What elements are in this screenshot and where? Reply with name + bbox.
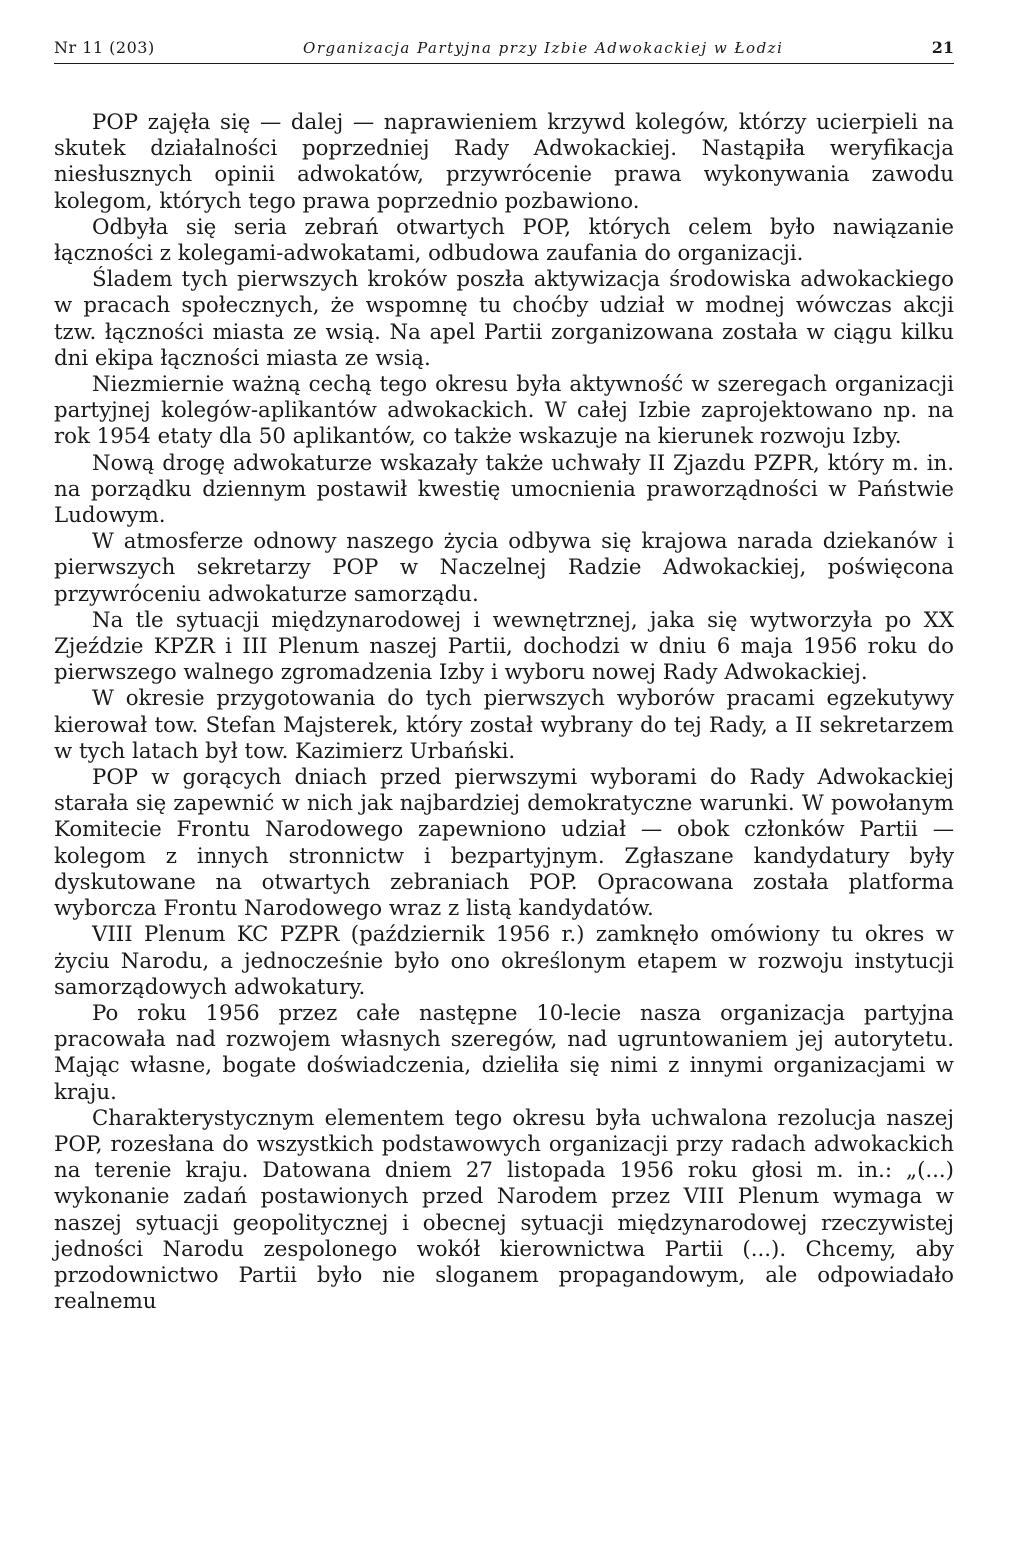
paragraph: W okresie przygotowania do tych pierwszych wyborów pracami egzekutywy kierował tow. Stefan Majsterek, który został wybrany do tej Rady, a II sekretarzem w tych latach był tow. Kazimierz Urbański. — [54, 686, 954, 764]
paragraph: Niezmiernie ważną cechą tego okresu była aktywność w szeregach organizacji partyjnej kolegów-aplikantów adwokackich. W całej Izbie zaprojektowano np. na rok 1954 etaty dla 50 aplikantów, co także wskazuje na kierunek rozwoju Izby. — [54, 372, 954, 450]
paragraph: Po roku 1956 przez całe następne 10-lecie nasza organizacja partyjna pracowała nad rozwojem własnych szeregów, nad ugruntowaniem jej autorytetu. Mając własne, bogate doświadczenia, dzieliła się nimi z innymi organizacjami w kraju. — [54, 1000, 954, 1105]
document-page — [54, 38, 954, 1315]
paragraph: W atmosferze odnowy naszego życia odbywa się krajowa narada dziekanów i pierwszych sekretarzy POP w Naczelnej Radzie Adwokackiej, poświęcona przywróceniu adwokaturze samorządu. — [54, 529, 954, 607]
paragraph: Odbyła się seria zebrań otwartych POP, których celem było nawiązanie łączności z kolegami-adwokatami, odbudowa zaufania do organizacji. — [54, 214, 954, 267]
issue-number: Nr 11 (203) — [54, 38, 155, 57]
page-header — [54, 38, 954, 64]
article-body — [54, 110, 954, 1315]
paragraph: POP zajęła się — dalej — naprawieniem krzywd kolegów, którzy ucierpieli na skutek działalności poprzedniej Rady Adwokackiej. Nastąpiła weryfikacja niesłusznych opinii adwokatów, przywrócenie prawa wykonywania zawodu kolegom, których tego prawa poprzednio pozbawiono. — [54, 110, 954, 214]
paragraph: POP w gorących dniach przed pierwszymi wyborami do Rady Adwokackiej starała się zapewnić w nich jak najbardziej demokratyczne warunki. W powołanym Komitecie Frontu Narodowego zapewniono udział — obok członków Partii — kolegom z innych stronnictw i bezpartyjnym. Zgłaszane kandydatury były dyskutowane na otwartych zebraniach POP. Opracowana została platforma wyborcza Frontu Narodowego wraz z listą kandydatów. — [54, 765, 954, 922]
paragraph: VIII Plenum KC PZPR (październik 1956 r.) zamknęło omówiony tu okres w życiu Narodu, a jednocześnie było ono określonym etapem w rozwoju instytucji samorządowych adwokatury. — [54, 922, 954, 1000]
paragraph: Charakterystycznym elementem tego okresu była uchwalona rezolucja naszej POP, rozesłana do wszystkich podstawowych organizacji przy radach adwokackich na terenie kraju. Datowana dniem 27 listopada 1956 roku głosi m. in.: „(...) wykonanie zadań postawionych przed Narodem przez VIII Plenum wymaga w naszej sytuacji geopolitycznej i obecnej sytuacji międzynarodowej rzeczywistej jedności Narodu zespolonego wokół kierownictwa Partii (...). Chcemy, aby przodownictwo Partii było nie sloganem propagandowym, ale odpowiadało realnemu — [54, 1105, 954, 1315]
running-title: Organizacja Partyjna przy Izbie Adwokackiej w Łodzi — [303, 39, 784, 57]
paragraph: Śladem tych pierwszych kroków poszła aktywizacja środowiska adwokackiego w pracach społecznych, że wspomnę tu choćby udział w modnej wówczas akcji tzw. łączności miasta ze wsią. Na apel Partii zorganizowana została w ciągu kilku dni ekipa łączności miasta ze wsią. — [54, 267, 954, 371]
page-number: 21 — [931, 38, 954, 57]
paragraph: Na tle sytuacji międzynarodowej i wewnętrznej, jaka się wytworzyła po XX Zjeździe KPZR i III Plenum naszej Partii, dochodzi w dniu 6 maja 1956 roku do pierwszego walnego zgromadzenia Izby i wyboru nowej Rady Adwokackiej. — [54, 607, 954, 686]
paragraph: Nową drogę adwokaturze wskazały także uchwały II Zjazdu PZPR, który m. in. na porządku dziennym postawił kwestię umocnienia praworządności w Państwie Ludowym. — [54, 450, 954, 529]
